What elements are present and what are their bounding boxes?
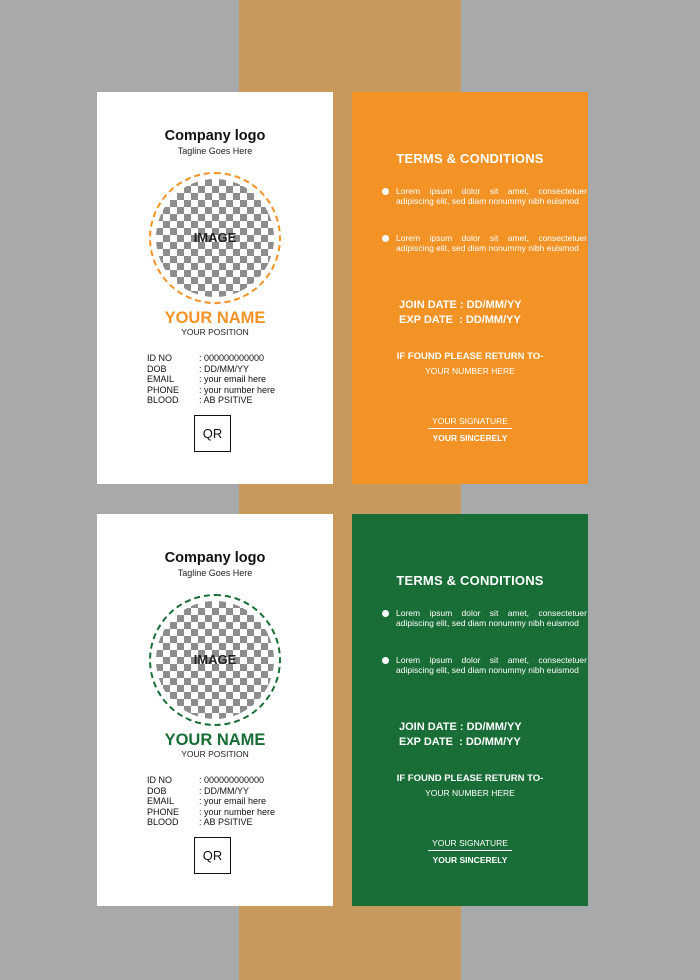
terms-text: Lorem ipsum dolor sit amet, consectetuer adipiscing elit, sed diam nonummy nibh euismod	[396, 655, 587, 676]
found-return-text: IF FOUND PLEASE RETURN TO-	[396, 351, 544, 362]
info-label: EMAIL	[147, 796, 175, 807]
found-return-text: IF FOUND PLEASE RETURN TO-	[396, 773, 544, 784]
terms-title: TERMS & CONDITIONS	[396, 151, 544, 166]
exp-date: EXP DATE : DD/MM/YY	[399, 314, 521, 326]
info-table	[147, 775, 275, 828]
info-label: DOB	[147, 363, 167, 374]
info-value: : 000000000000	[199, 775, 265, 785]
join-date: JOIN DATE : DD/MM/YY	[399, 299, 522, 311]
signature-line	[428, 850, 512, 851]
info-value: : AB PSITIVE	[199, 395, 253, 406]
tagline: Tagline Goes Here	[177, 146, 253, 156]
tagline: Tagline Goes Here	[177, 568, 253, 578]
terms-title: TERMS & CONDITIONS	[396, 573, 544, 588]
photo-label: IMAGE	[193, 230, 237, 245]
qr-code-box: QR	[194, 415, 231, 452]
sincerely-label: YOUR SINCERELY	[432, 855, 508, 865]
info-row-phone	[147, 385, 275, 396]
info-row-phone	[147, 807, 275, 818]
id-card-back-green	[352, 514, 588, 906]
info-label: DOB	[147, 785, 167, 796]
bullet-dot-icon	[382, 610, 389, 617]
info-label: EMAIL	[147, 374, 175, 385]
id-card-back-orange	[352, 92, 588, 484]
info-label: ID NO	[147, 775, 173, 785]
company-logo: Company logo	[164, 550, 266, 566]
info-label: PHONE	[147, 806, 180, 817]
company-logo: Company logo	[164, 128, 266, 144]
info-label: ID NO	[147, 353, 173, 363]
info-value: : DD/MM/YY	[199, 363, 250, 374]
id-card-front-green	[97, 514, 333, 906]
info-value: : your email here	[199, 796, 267, 807]
info-label: PHONE	[147, 384, 180, 395]
info-value: : your email here	[199, 374, 267, 385]
signature-line	[428, 428, 512, 429]
join-date: JOIN DATE : DD/MM/YY	[399, 721, 522, 733]
photo-label: IMAGE	[193, 652, 237, 667]
info-label: BLOOD	[147, 817, 179, 828]
sincerely-label: YOUR SINCERELY	[432, 433, 508, 443]
bullet-dot-icon	[382, 235, 389, 242]
info-row-email	[147, 374, 275, 385]
holder-position: YOUR POSITION	[181, 327, 249, 337]
info-row-blood	[147, 817, 275, 828]
signature-label: YOUR SIGNATURE	[432, 416, 508, 426]
info-row-dob	[147, 364, 275, 375]
id-card-front-orange	[97, 92, 333, 484]
holder-position: YOUR POSITION	[181, 749, 249, 759]
signature-label: YOUR SIGNATURE	[432, 838, 508, 848]
info-value: : your number here	[199, 806, 276, 817]
terms-text: Lorem ipsum dolor sit amet, consectetuer adipiscing elit, sed diam nonummy nibh euismod	[396, 608, 587, 629]
info-row-blood	[147, 395, 275, 406]
info-row-id	[147, 775, 275, 786]
terms-text: Lorem ipsum dolor sit amet, consectetuer adipiscing elit, sed diam nonummy nibh euismod	[396, 186, 587, 207]
exp-date: EXP DATE : DD/MM/YY	[399, 736, 521, 748]
qr-code-box: QR	[194, 837, 231, 874]
terms-text: Lorem ipsum dolor sit amet, consectetuer adipiscing elit, sed diam nonummy nibh euismod	[396, 233, 587, 254]
bullet-dot-icon	[382, 188, 389, 195]
info-value: : AB PSITIVE	[199, 817, 253, 828]
bullet-dot-icon	[382, 657, 389, 664]
info-value: : your number here	[199, 384, 276, 395]
return-number: YOUR NUMBER HERE	[425, 366, 515, 376]
info-value: : DD/MM/YY	[199, 785, 250, 796]
info-row-id	[147, 353, 275, 364]
info-label: BLOOD	[147, 395, 179, 406]
info-value: : 000000000000	[199, 353, 265, 363]
return-number: YOUR NUMBER HERE	[425, 788, 515, 798]
holder-name: YOUR NAME	[164, 309, 266, 327]
holder-name: YOUR NAME	[164, 731, 266, 749]
info-row-dob	[147, 786, 275, 797]
info-row-email	[147, 796, 275, 807]
info-table	[147, 353, 275, 406]
